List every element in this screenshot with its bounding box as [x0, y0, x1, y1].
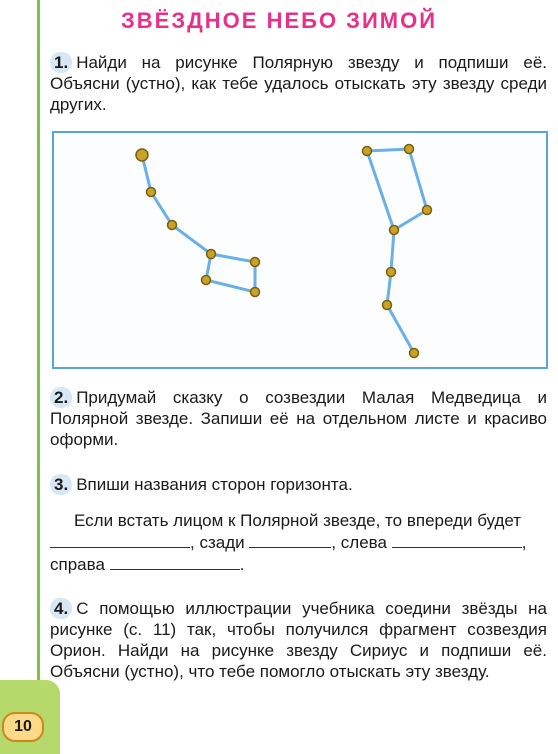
answer-line-right[interactable] [110, 569, 240, 570]
fill-in-sentence [50, 510, 547, 576]
task-3 [50, 474, 547, 495]
star[interactable] [168, 221, 177, 230]
task-text: Придумай сказку о созвездии Малая Медведица и Полярной звезде. Запиши её на отдельном листе и красиво оформи. [50, 388, 547, 449]
margin-line [37, 0, 40, 680]
star[interactable] [207, 250, 216, 259]
star-picture [52, 131, 548, 369]
ursa-major-line [367, 151, 394, 230]
page-number: 10 [2, 712, 44, 742]
star-polaris[interactable] [136, 149, 148, 161]
task-4 [50, 598, 547, 682]
answer-line-ahead[interactable] [50, 547, 190, 548]
star-map [54, 133, 546, 367]
fill-text: , сзади [190, 533, 245, 552]
task-number: 4. [50, 598, 72, 619]
ursa-minor-lines [142, 155, 255, 292]
star[interactable] [387, 268, 396, 277]
star[interactable] [423, 206, 432, 215]
star[interactable] [202, 276, 211, 285]
fill-text: . [239, 555, 245, 574]
star[interactable] [410, 349, 419, 358]
star[interactable] [405, 145, 414, 154]
stars [136, 145, 432, 358]
task-number: 2. [50, 387, 72, 408]
fill-text: , справа [50, 533, 527, 574]
star[interactable] [147, 188, 156, 197]
task-text: Найди на рисунке Полярную звезду и подпиши её. Объясни (устно), как тебе удалось отыскать эту звезду среди других. [50, 53, 547, 114]
fill-text: Если встать лицом к Полярной звезде, то впереди будет [74, 511, 522, 530]
task-number: 3. [50, 474, 72, 495]
page-title: ЗВЁЗДНОЕ НЕБО ЗИМОЙ [120, 8, 438, 33]
task-1 [50, 52, 547, 115]
star[interactable] [251, 258, 260, 267]
star[interactable] [363, 147, 372, 156]
answer-line-left[interactable] [392, 547, 522, 548]
task-text: С помощью иллюстрации учебника соедини звёзды на рисунке (с. 11) так, чтобы получился фрагмент созвездия Орион. Найди на рисунке звезду Сириус и подпиши её. Объясни (устно), что тебе помогло отыскать эту звезду. [50, 599, 547, 681]
task-text: Впиши названия сторон горизонта. [76, 475, 353, 494]
star[interactable] [390, 226, 399, 235]
task-2 [50, 387, 547, 450]
star[interactable] [251, 288, 260, 297]
fill-text: , слева [331, 533, 387, 552]
star[interactable] [383, 301, 392, 310]
task-number: 1. [50, 52, 72, 73]
answer-line-behind[interactable] [249, 547, 331, 548]
